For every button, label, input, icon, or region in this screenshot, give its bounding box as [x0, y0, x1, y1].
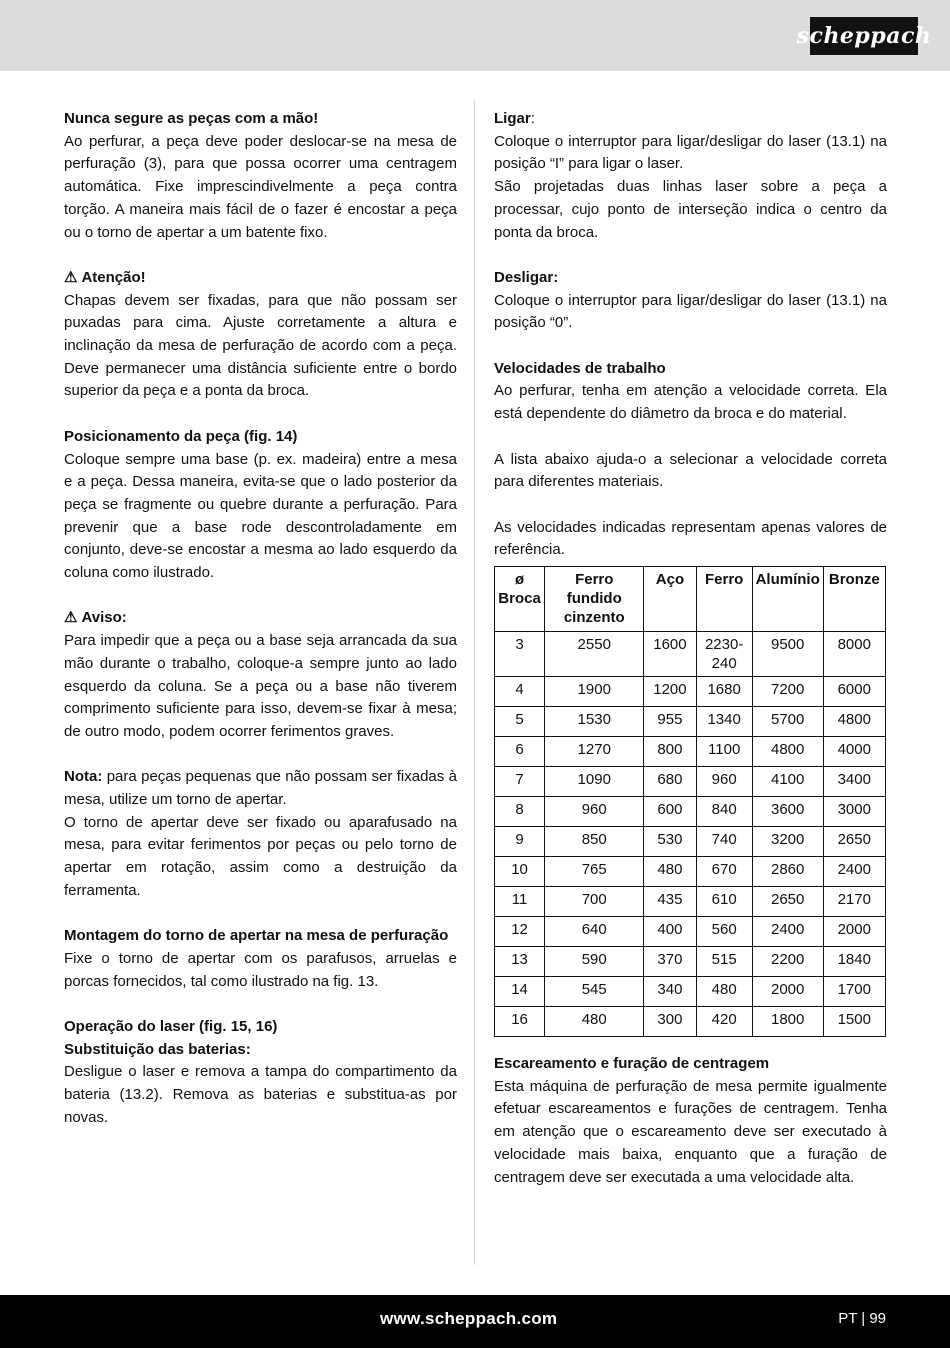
table-cell: 515: [696, 947, 752, 977]
table-cell: 2200: [752, 947, 823, 977]
paragraph-off: Coloque o interruptor para ligar/desligar do laser (13.1) na posição “0”.: [494, 291, 887, 332]
table-cell: 2230-240: [696, 632, 752, 677]
table-row: [495, 947, 886, 977]
table-cell: 6: [495, 737, 545, 767]
left-column: [64, 108, 457, 1130]
brand-logo: scheppach: [810, 17, 918, 55]
heading-battery: Substituição das baterias:: [64, 1040, 251, 1058]
table-cell: 10: [495, 857, 545, 887]
table-cell: 1500: [823, 1007, 885, 1037]
table-cell: 670: [696, 857, 752, 887]
right-column: [494, 108, 887, 1189]
table-cell: 1900: [545, 677, 644, 707]
heading-speeds: Velocidades de trabalho: [494, 359, 666, 377]
paragraph-countersink: Esta máquina de perfuração de mesa permite igualmente efetuar escareamentos e furações de centragem. Tenha em atenção que o escareamento deve ser executado à velocidade mais baixa, enquanto que a furação de centragem deve ser executada a uma velocidade alta.: [494, 1077, 887, 1186]
warning-icon: ⚠: [64, 609, 78, 627]
heading-vise-mounting: Montagem do torno de apertar na mesa de perfuração: [64, 927, 449, 945]
table-cell: 590: [545, 947, 644, 977]
table-cell: 4: [495, 677, 545, 707]
table-cell: 960: [696, 767, 752, 797]
paragraph-vise: O torno de apertar deve ser fixado ou aparafusado na mesa, para evitar ferimentos por peças ou pelo torno de apertar em rotação, assim como a destruição da ferramenta.: [64, 813, 457, 899]
table-cell: 700: [545, 887, 644, 917]
table-row: [495, 737, 886, 767]
table-cell: 14: [495, 977, 545, 1007]
table-cell: 16: [495, 1007, 545, 1037]
table-cell: 2650: [823, 827, 885, 857]
table-cell: 480: [696, 977, 752, 1007]
table-cell: 370: [644, 947, 696, 977]
heading-attention: ⚠ Atenção!: [64, 267, 457, 290]
paragraph-vise-mounting: Fixe o torno de apertar com os parafusos, arruelas e porcas fornecidos, tal como ilustrado na fig. 13.: [64, 949, 457, 990]
heading-countersink: Escareamento e furação de centragem: [494, 1055, 770, 1072]
table-cell: 3400: [823, 767, 885, 797]
table-cell: 1600: [644, 632, 696, 677]
table-cell: 2550: [545, 632, 644, 677]
paragraph-on: Coloque o interruptor para ligar/desligar do laser (13.1) na posição “I” para ligar o laser.: [494, 132, 887, 173]
table-row: [495, 887, 886, 917]
table-cell: 960: [545, 797, 644, 827]
table-cell: 7200: [752, 677, 823, 707]
table-cell: 740: [696, 827, 752, 857]
paragraph-speeds: Ao perfurar, tenha em atenção a velocidade correta. Ela está dependente do diâmetro da broca e do material.: [494, 382, 887, 423]
table-row: [495, 977, 886, 1007]
table-cell: 5700: [752, 707, 823, 737]
table-cell: 3: [495, 632, 545, 677]
table-cell: 4000: [823, 737, 885, 767]
warning-icon: ⚠: [64, 268, 78, 286]
table-cell: 8: [495, 797, 545, 827]
paragraph-warning: Para impedir que a peça ou a base seja arrancada da sua mão durante o trabalho, coloque-a sempre junto ao lado esquerdo da coluna. Se a peça ou a base não tiverem comprimento suficiente para isso, devem-se fixar à mesa; de outro modo, podem ocorrer ferimentos graves.: [64, 632, 457, 740]
table-cell: 420: [696, 1007, 752, 1037]
table-cell: 4100: [752, 767, 823, 797]
table-cell: 840: [696, 797, 752, 827]
table-cell: 340: [644, 977, 696, 1007]
table-cell: 765: [545, 857, 644, 887]
heading-warning: ⚠ Aviso:: [64, 607, 457, 630]
paragraph-list: A lista abaixo ajuda-o a selecionar a velocidade correta para diferentes materiais.: [494, 450, 887, 491]
column-header: Ferro fundido cinzento: [545, 567, 644, 632]
table-cell: 12: [495, 917, 545, 947]
table-cell: 5: [495, 707, 545, 737]
column-divider: [474, 100, 475, 1265]
table-cell: 4800: [823, 707, 885, 737]
table-cell: 1700: [823, 977, 885, 1007]
heading-off: Desligar:: [494, 268, 559, 286]
table-cell: 2000: [752, 977, 823, 1007]
paragraph-drilling: Ao perfurar, a peça deve poder deslocar-se na mesa de perfuração (3), para que possa ocorrer uma centragem automática. Fixe imprescindivelmente a peça contra torção. A maneira mais fácil de o fazer é encostar a peça ou o torno de apertar a um batente fixo.: [64, 132, 457, 241]
table-cell: 7: [495, 767, 545, 797]
paragraph-laser-lines: São projetadas duas linhas laser sobre a peça a processar, cujo ponto de interseção indica o centro da ponta da broca.: [494, 178, 887, 241]
paragraph-battery: Desligue o laser e remova a tampa do compartimento da bateria (13.2). Remova as baterias e substitua-as por novas.: [64, 1063, 457, 1126]
column-header: Aço: [644, 567, 696, 632]
paragraph-positioning: Coloque sempre uma base (p. ex. madeira) entre a mesa e a peça. Dessa maneira, evita-se que o lado posterior da peça se fragmente ou quebre durante a perfuração. Para prevenir que a base rode descontroladamente em conjunto, deve-se encostar a mesma ao lado esquerdo da coluna como ilustrado.: [64, 450, 457, 582]
table-row: [495, 797, 886, 827]
heading-no-hands: Nunca segure as peças com a mão!: [64, 110, 319, 127]
table-cell: 1200: [644, 677, 696, 707]
table-cell: 640: [545, 917, 644, 947]
table-cell: 4800: [752, 737, 823, 767]
table-row: [495, 857, 886, 887]
table-cell: 11: [495, 887, 545, 917]
header-bar: [0, 0, 950, 71]
paragraph-reference: As velocidades indicadas representam apenas valores de referência.: [494, 518, 887, 559]
table-cell: 2400: [752, 917, 823, 947]
table-cell: 1270: [545, 737, 644, 767]
table-row: [495, 917, 886, 947]
table-cell: 1090: [545, 767, 644, 797]
table-cell: 545: [545, 977, 644, 1007]
table-cell: 955: [644, 707, 696, 737]
column-header: Alumínio: [752, 567, 823, 632]
table-cell: 2400: [823, 857, 885, 887]
table-cell: 1680: [696, 677, 752, 707]
table-cell: 300: [644, 1007, 696, 1037]
table-cell: 2000: [823, 917, 885, 947]
table-cell: 400: [644, 917, 696, 947]
table-cell: 9500: [752, 632, 823, 677]
table-cell: 2860: [752, 857, 823, 887]
table-header-row: [495, 567, 886, 632]
table-row: [495, 767, 886, 797]
table-cell: 680: [644, 767, 696, 797]
paragraph-sheets: Chapas devem ser fixadas, para que não possam ser puxadas para cima. Ajuste corretamente a altura e inclinação da mesa de perfuração de acordo com a peça. Deve permanecer uma distância suficiente entre o bordo superior da peça e a ponta da broca.: [64, 291, 457, 400]
table-cell: 530: [644, 827, 696, 857]
heading-laser: Operação do laser (fig. 15, 16): [64, 1018, 278, 1036]
heading-on: Ligar:: [494, 110, 535, 127]
table-cell: 600: [644, 797, 696, 827]
table-cell: 2170: [823, 887, 885, 917]
table-row: [495, 707, 886, 737]
table-cell: 8000: [823, 632, 885, 677]
page-number: PT | 99: [838, 1310, 886, 1327]
footer-bar: [0, 1295, 950, 1348]
table-cell: 1100: [696, 737, 752, 767]
column-header: ø Broca: [495, 567, 545, 632]
table-cell: 3000: [823, 797, 885, 827]
table-row: [495, 632, 886, 677]
table-cell: 1340: [696, 707, 752, 737]
table-row: [495, 1007, 886, 1037]
table-cell: 1530: [545, 707, 644, 737]
table-cell: 3600: [752, 797, 823, 827]
column-header: Bronze: [823, 567, 885, 632]
table-cell: 610: [696, 887, 752, 917]
table-cell: 480: [644, 857, 696, 887]
column-header: Ferro: [696, 567, 752, 632]
table-cell: 800: [644, 737, 696, 767]
speed-table: [494, 566, 886, 1037]
table-cell: 13: [495, 947, 545, 977]
table-cell: 480: [545, 1007, 644, 1037]
table-row: [495, 827, 886, 857]
table-cell: 6000: [823, 677, 885, 707]
table-cell: 435: [644, 887, 696, 917]
table-cell: 850: [545, 827, 644, 857]
table-cell: 1800: [752, 1007, 823, 1037]
table-cell: 2650: [752, 887, 823, 917]
website-link[interactable]: www.scheppach.com: [380, 1309, 558, 1328]
table-cell: 560: [696, 917, 752, 947]
table-cell: 9: [495, 827, 545, 857]
table-cell: 3200: [752, 827, 823, 857]
heading-positioning: Posicionamento da peça (fig. 14): [64, 427, 298, 445]
table-row: [495, 677, 886, 707]
paragraph-note: Nota: para peças pequenas que não possam ser fixadas à mesa, utilize um torno de apertar.: [64, 768, 457, 809]
table-cell: 1840: [823, 947, 885, 977]
